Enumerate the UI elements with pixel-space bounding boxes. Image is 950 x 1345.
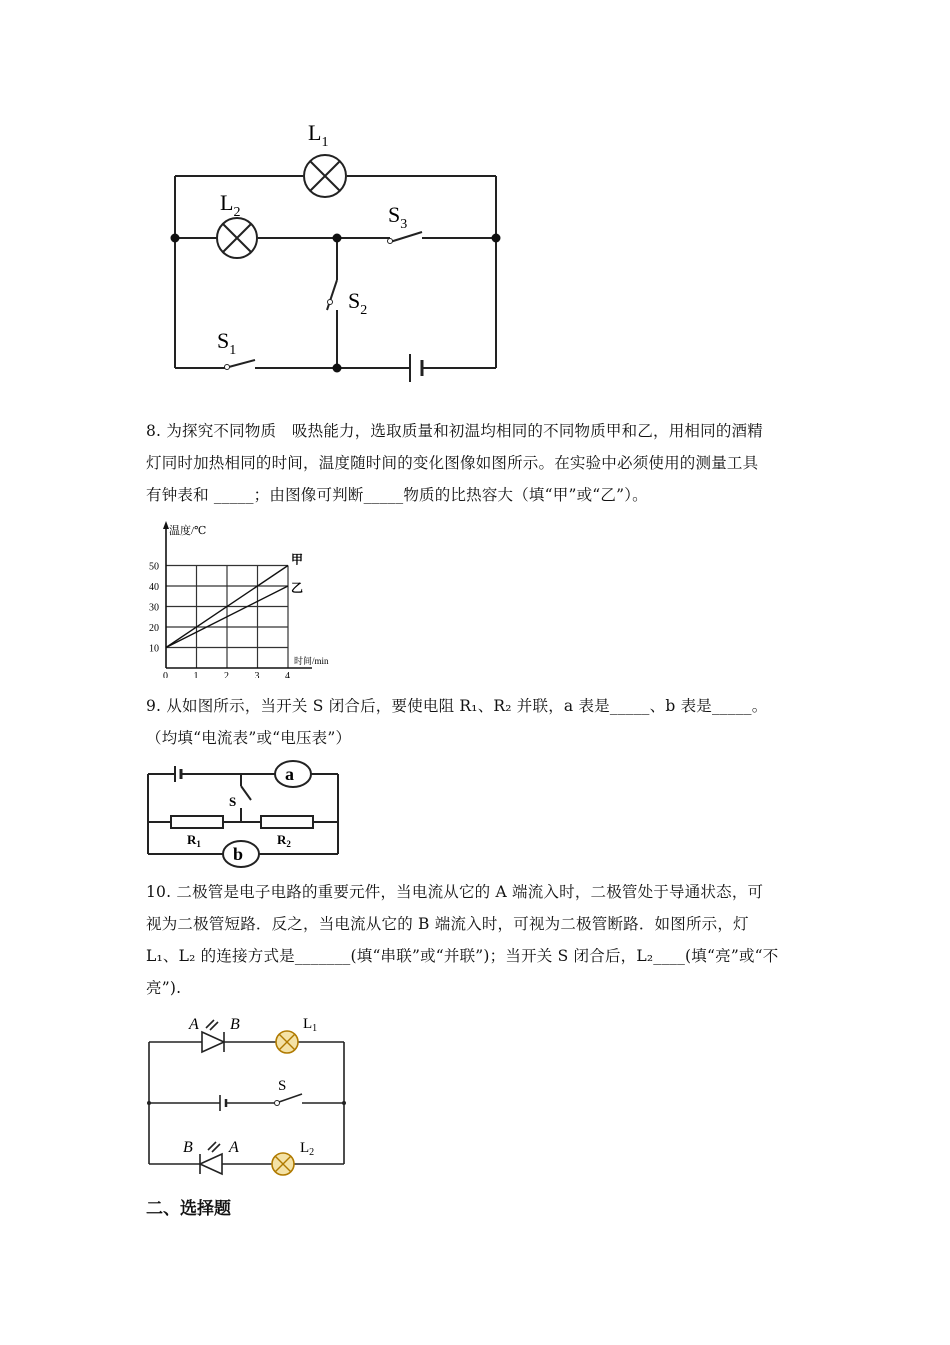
x-tick-label: 0 [163,671,168,678]
q8-line-3: 有钟表和 _____；由图像可判断_____物质的比热容大（填“甲”或“乙”）。 [146,486,648,504]
label-S2: $S_2$ [348,288,368,318]
label-L2: $L_2$ [220,190,241,220]
q10-line-3: L₁、L₂ 的连接方式是_______(填“串联”或“并联”)；当开关 S 闭合后，L₂____(填“亮”或“不 [146,947,779,965]
temperature-time-chart [140,518,345,678]
resistor-R2-label: $R_2$ [277,832,291,849]
q10-line-1: 10. 二极管是电子电路的重要元件，当电流从它的 A 端流入时，二极管处于导通状态，可 [146,883,764,901]
y-tick-label: 50 [149,561,159,573]
label-S1: $S_1$ [217,328,237,358]
y-tick-label: 40 [149,582,159,593]
q10-line-4: 亮”). [146,979,182,997]
x-tick-label: 3 [254,671,260,678]
switch-S-label: S [278,1078,287,1094]
q9-line-1: 9. 从如图所示，当开关 S 闭合后，要使电阻 R₁、R₂ 并联，a 表是_____、b 表是_____。 [146,697,768,715]
lamp-L1-label: $L_1$ [303,1016,318,1034]
circuit-diagram-q9 [143,758,343,868]
q10-line-2: 视为二极管短路．反之，当电流从它的 B 端流入时，可视为二极管断路．如图所示，灯 [146,915,749,933]
q8-line-1: 8. 为探究不同物质 吸热能力，选取质量和初温均相同的不同物质甲和乙，用相同的酒精 [146,422,763,440]
series-label-1: 乙 [291,581,304,595]
diode1-B-label: B [230,1016,240,1033]
y-tick-label: 30 [149,602,159,614]
meter-b-label: b [233,844,244,864]
lamp-L2-label: $L_2$ [300,1140,315,1158]
resistor-R1-label: $R_1$ [187,832,201,849]
diode2-A-label: A [229,1139,239,1156]
section-heading: 二、选择题 [146,1199,231,1219]
switch-S-label: S [229,794,237,809]
q9-line-2: （均填“电流表”或“电压表”） [146,729,352,747]
label-L1: $L_1$ [308,120,329,150]
y-axis-label: 温度/℃ [169,525,207,537]
y-tick-label: 10 [149,643,159,655]
q8-line-2: 灯同时加热相同的时间，温度随时间的变化图像如图所示。在实验中必须使用的测量工具 [146,454,759,472]
x-tick-label: 2 [224,671,229,678]
x-axis-label: 时间/min [294,656,329,666]
circuit-diagram-1 [160,110,520,390]
diode1-A-label: A [189,1016,199,1033]
x-tick-label: 4 [285,671,290,678]
meter-a-label: a [285,764,294,784]
series-label-0: 甲 [291,552,304,567]
label-S3: $S_3$ [388,202,408,232]
y-tick-label: 20 [149,623,159,634]
diode2-B-label: B [183,1139,193,1156]
circuit-diagram-q10 [140,1010,355,1180]
x-tick-label: 1 [193,671,199,678]
